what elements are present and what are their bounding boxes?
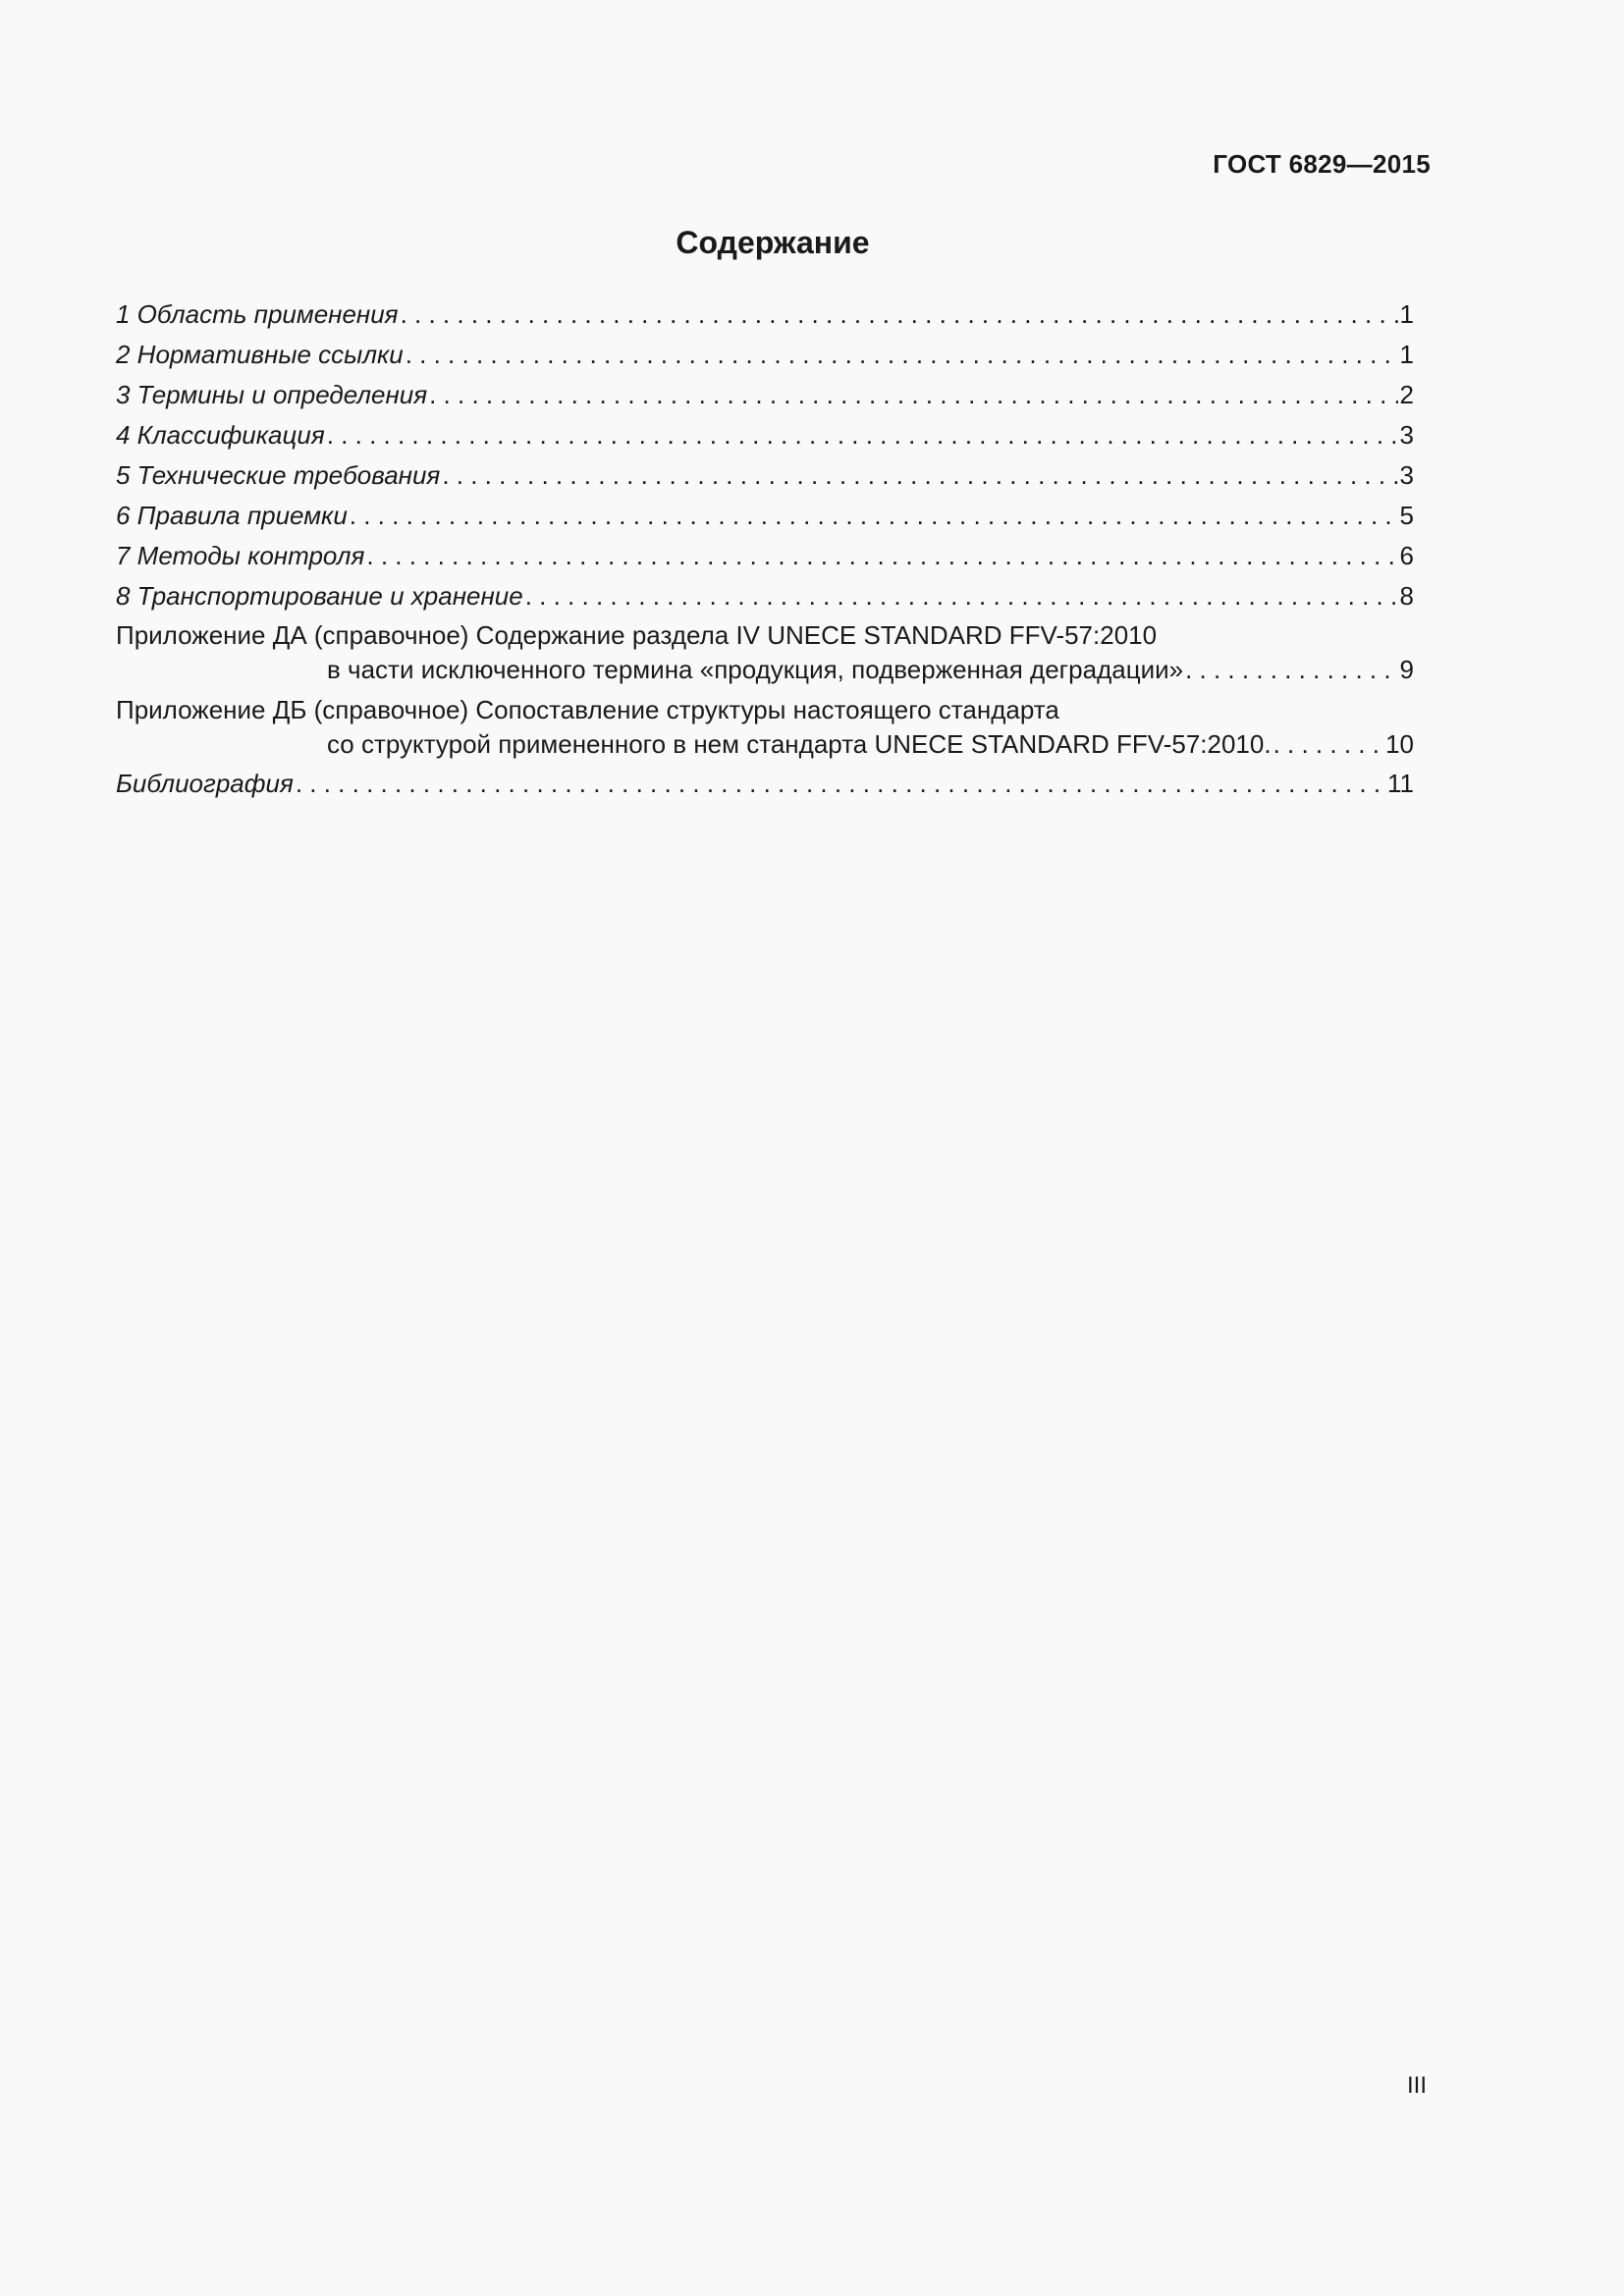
toc-item-label: 2 Нормативные ссылки	[116, 340, 404, 369]
toc-item-label: Библиография	[116, 769, 294, 798]
toc-item[interactable]	[116, 415, 1414, 455]
toc-leader-dots	[1273, 727, 1384, 762]
toc-annex-line2: в части исключенного термина «продукция, подверженная деградации»	[327, 655, 1184, 684]
toc-leader-dots	[401, 294, 1398, 335]
toc-item-page: 1	[1399, 299, 1414, 329]
toc-item-page: 2	[1399, 380, 1414, 409]
toc-item[interactable]	[116, 576, 1414, 616]
toc-leader-dots	[350, 496, 1398, 536]
toc-annex-line2-row	[116, 653, 1414, 687]
toc-item[interactable]	[116, 335, 1414, 375]
toc-title: Содержание	[676, 225, 870, 260]
toc-item-page: 3	[1399, 460, 1414, 490]
toc-item[interactable]	[116, 455, 1414, 496]
toc-item-page: 9	[1399, 655, 1414, 684]
toc-annex-line1: Приложение ДА (справочное) Содержание раздела IV UNECE STANDARD FFV-57:2010	[116, 620, 1158, 650]
toc-leader-dots	[429, 375, 1397, 415]
toc-leader-dots	[525, 576, 1398, 616]
toc-item-label: 7 Методы контроля	[116, 541, 365, 570]
toc-item-label: 8 Транспортирование и хранение	[116, 581, 523, 611]
table-of-contents	[116, 294, 1414, 804]
toc-item[interactable]	[116, 294, 1414, 335]
toc-item-page: 1	[1399, 340, 1414, 369]
toc-item-label: 1 Область применения	[116, 299, 399, 329]
toc-item[interactable]	[116, 536, 1414, 576]
toc-item-page: 6	[1399, 541, 1414, 570]
toc-item-page: 3	[1399, 420, 1414, 450]
document-code: ГОСТ 6829—2015	[1213, 149, 1431, 179]
toc-annex-line2-row	[116, 727, 1414, 762]
toc-leader-dots	[406, 335, 1398, 375]
toc-item[interactable]	[116, 375, 1414, 415]
toc-annex-db[interactable]	[116, 693, 1414, 762]
toc-item-page: 8	[1399, 581, 1414, 611]
toc-annex-line2: со структурой примененного в нем стандарта UNECE STANDARD FFV-57:2010.	[327, 729, 1272, 759]
toc-item-label: 6 Правила приемки	[116, 501, 348, 530]
toc-leader-dots	[296, 764, 1385, 804]
toc-annex-da[interactable]	[116, 618, 1414, 687]
toc-item-bibliography[interactable]	[116, 764, 1414, 804]
toc-item-page: 11	[1387, 769, 1414, 798]
toc-leader-dots	[366, 536, 1397, 576]
toc-leader-dots	[442, 455, 1397, 496]
toc-item-label: 3 Термины и определения	[116, 380, 428, 409]
toc-leader-dots	[1185, 653, 1397, 687]
toc-item-page: 5	[1399, 501, 1414, 530]
toc-item[interactable]	[116, 496, 1414, 536]
page-number: III	[1406, 2072, 1427, 2099]
toc-item-page: 10	[1385, 729, 1414, 759]
toc-annex-line1: Приложение ДБ (справочное) Сопоставление структуры настоящего стандарта	[116, 695, 1059, 724]
toc-item-label: 4 Классификация	[116, 420, 325, 450]
toc-leader-dots	[327, 415, 1398, 455]
toc-item-label: 5 Технические требования	[116, 460, 441, 490]
